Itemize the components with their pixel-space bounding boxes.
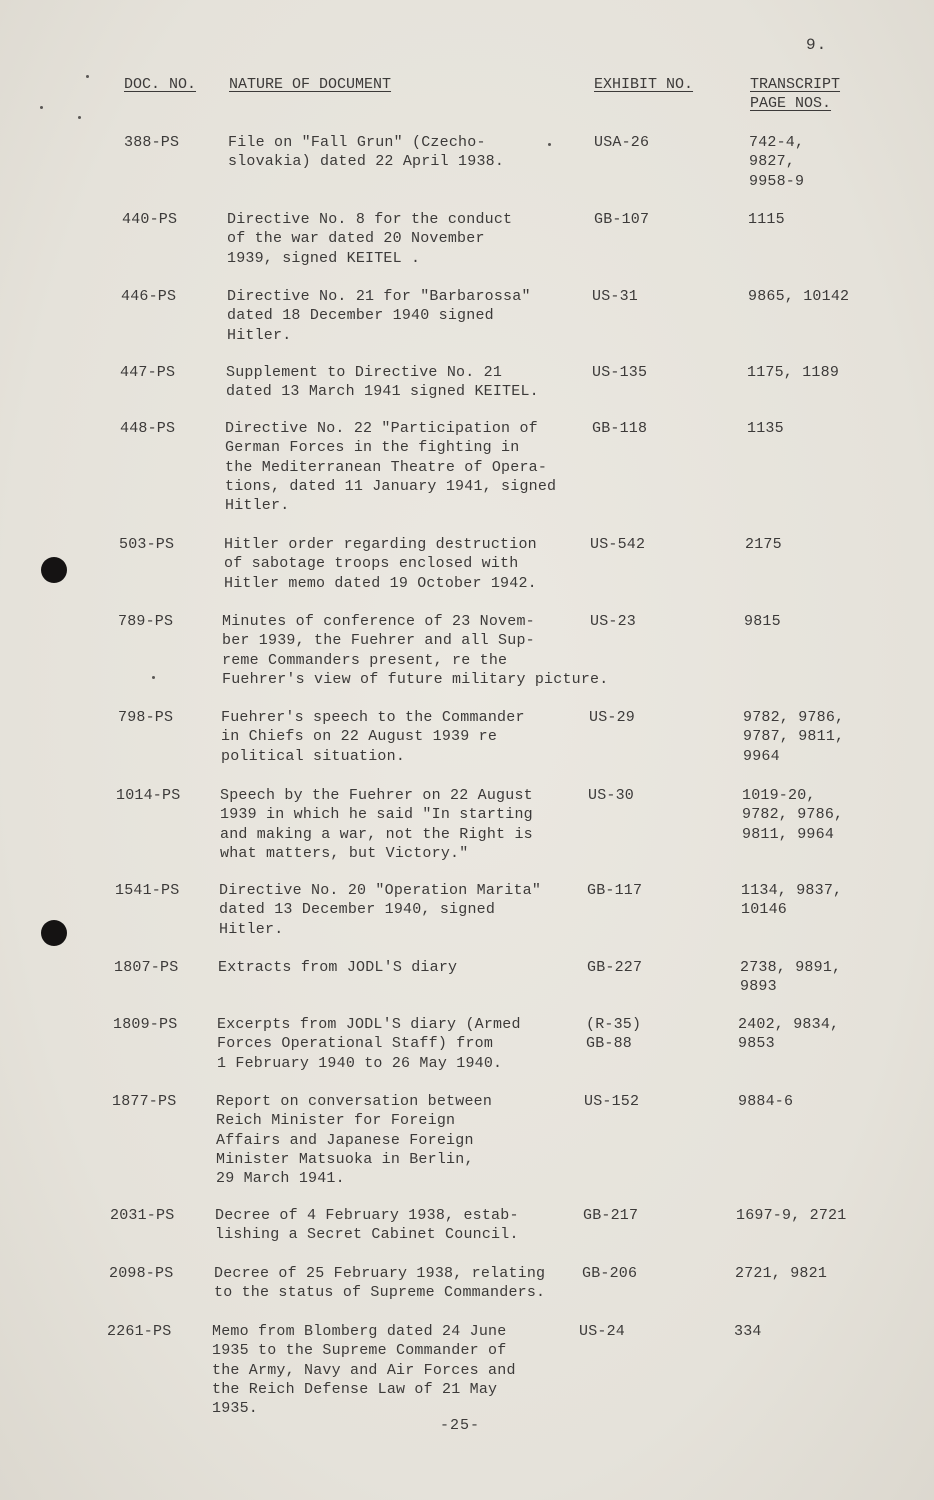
exhibit-number: US-29 xyxy=(589,709,636,726)
exhibit-number: GB-227 xyxy=(587,959,643,976)
transcript-pages: 1697-9, 2721 xyxy=(736,1207,847,1224)
document-nature: Decree of 25 February 1938, relating to the status of Supreme Commanders. xyxy=(214,1265,546,1302)
transcript-pages: 9782, 9786, 9787, 9811, 9964 xyxy=(743,709,845,765)
exhibit-number: US-23 xyxy=(590,613,637,630)
page-footer-number: -25- xyxy=(440,1417,481,1434)
document-nature: Directive No. 21 for "Barbarossa" dated 18 December 1940 signed Hitler. xyxy=(227,288,531,344)
header-doc-no: DOC. NO. xyxy=(124,76,197,93)
doc-number: 1014-PS xyxy=(116,787,181,804)
punch-hole xyxy=(41,920,67,946)
doc-number: 1541-PS xyxy=(115,882,180,899)
document-nature: Directive No. 8 for the conduct of the war dated 20 November 1939, signed KEITEL . xyxy=(227,211,513,267)
transcript-pages: 2402, 9834, 9853 xyxy=(738,1016,840,1053)
doc-number: 1809-PS xyxy=(113,1016,178,1033)
exhibit-number: GB-118 xyxy=(592,420,648,437)
transcript-pages: 1134, 9837, 10146 xyxy=(741,882,843,919)
document-nature: Fuehrer's speech to the Commander in Chiefs on 22 August 1939 re political situation. xyxy=(221,709,525,765)
transcript-pages: 9865, 10142 xyxy=(748,288,850,305)
doc-number: 2031-PS xyxy=(110,1207,175,1224)
document-nature: Report on conversation between Reich Minister for Foreign Affairs and Japanese Foreign Minister Matsuoka in Berlin, 29 March 1941. xyxy=(216,1093,493,1188)
doc-number: 1807-PS xyxy=(114,959,179,976)
page-number: 9. xyxy=(806,36,828,54)
transcript-pages: 1115 xyxy=(748,211,785,228)
document-nature: Directive No. 22 "Participation of German Forces in the fighting in the Mediterranean Theatre of Opera- tions, dated 11 January 1941, signed Hitler. xyxy=(225,420,557,515)
paper-speck xyxy=(152,676,155,679)
document-nature: File on "Fall Grun" (Czecho- slovakia) dated 22 April 1938. xyxy=(228,134,505,171)
transcript-pages: 2721, 9821 xyxy=(735,1265,828,1282)
paper-speck xyxy=(548,143,551,146)
exhibit-number: USA-26 xyxy=(594,134,650,151)
doc-number: 2098-PS xyxy=(109,1265,174,1282)
document-nature: Excerpts from JODL'S diary (Armed Forces Operational Staff) from 1 February 1940 to 26 May 1940. xyxy=(217,1016,521,1072)
transcript-pages: 2738, 9891, 9893 xyxy=(740,959,842,996)
exhibit-number: GB-217 xyxy=(583,1207,639,1224)
exhibit-number: GB-107 xyxy=(594,211,650,228)
header-exhibit-no: EXHIBIT NO. xyxy=(594,76,694,93)
doc-number: 798-PS xyxy=(118,709,174,726)
document-nature: Directive No. 20 "Operation Marita" dated 13 December 1940, signed Hitler. xyxy=(219,882,542,938)
header-transcript-page-nos: TRANSCRIPT PAGE NOS. xyxy=(750,76,841,112)
paper-speck xyxy=(40,106,43,109)
exhibit-number: (R-35) GB-88 xyxy=(586,1016,642,1053)
transcript-pages: 2175 xyxy=(745,536,782,553)
exhibit-number: US-135 xyxy=(592,364,648,381)
header-nature-of-document: NATURE OF DOCUMENT xyxy=(229,76,392,93)
doc-number: 2261-PS xyxy=(107,1323,172,1340)
document-nature: Memo from Blomberg dated 24 June 1935 to the Supreme Commander of the Army, Navy and Air Forces and the Reich Defense Law of 21 May 1935. xyxy=(212,1323,516,1418)
document-nature: Hitler order regarding destruction of sabotage troops enclosed with Hitler memo dated 19 October 1942. xyxy=(224,536,537,592)
exhibit-number: US-30 xyxy=(588,787,635,804)
transcript-pages: 334 xyxy=(734,1323,762,1340)
punch-hole xyxy=(41,557,67,583)
doc-number: 447-PS xyxy=(120,364,176,381)
paper-speck xyxy=(86,75,89,78)
transcript-pages: 9884-6 xyxy=(738,1093,794,1110)
paper-speck xyxy=(78,116,81,119)
exhibit-number: US-24 xyxy=(579,1323,626,1340)
document-nature: Supplement to Directive No. 21 dated 13 March 1941 signed KEITEL. xyxy=(226,364,539,401)
document-nature: Decree of 4 February 1938, estab- lishing a Secret Cabinet Council. xyxy=(215,1207,519,1244)
doc-number: 448-PS xyxy=(120,420,176,437)
transcript-pages: 1135 xyxy=(747,420,784,437)
transcript-pages: 9815 xyxy=(744,613,781,630)
transcript-pages: 1019-20, 9782, 9786, 9811, 9964 xyxy=(742,787,844,843)
document-nature: Speech by the Fuehrer on 22 August 1939 in which he said "In starting and making a war, not the Right is what matters, but Victory." xyxy=(220,787,533,862)
exhibit-number: US-542 xyxy=(590,536,646,553)
exhibit-number: US-152 xyxy=(584,1093,640,1110)
document-nature: Minutes of conference of 23 Novem- ber 1939, the Fuehrer and all Sup- reme Commanders present, re the Fuehrer's view of future military picture. xyxy=(222,613,609,688)
doc-number: 789-PS xyxy=(118,613,174,630)
doc-number: 1877-PS xyxy=(112,1093,177,1110)
doc-number: 503-PS xyxy=(119,536,175,553)
exhibit-number: US-31 xyxy=(592,288,639,305)
exhibit-number: GB-206 xyxy=(582,1265,638,1282)
transcript-pages: 742-4, 9827, 9958-9 xyxy=(749,134,805,190)
document-nature: Extracts from JODL'S diary xyxy=(218,959,458,976)
transcript-pages: 1175, 1189 xyxy=(747,364,840,381)
doc-number: 388-PS xyxy=(124,134,180,151)
doc-number: 446-PS xyxy=(121,288,177,305)
exhibit-number: GB-117 xyxy=(587,882,643,899)
doc-number: 440-PS xyxy=(122,211,178,228)
